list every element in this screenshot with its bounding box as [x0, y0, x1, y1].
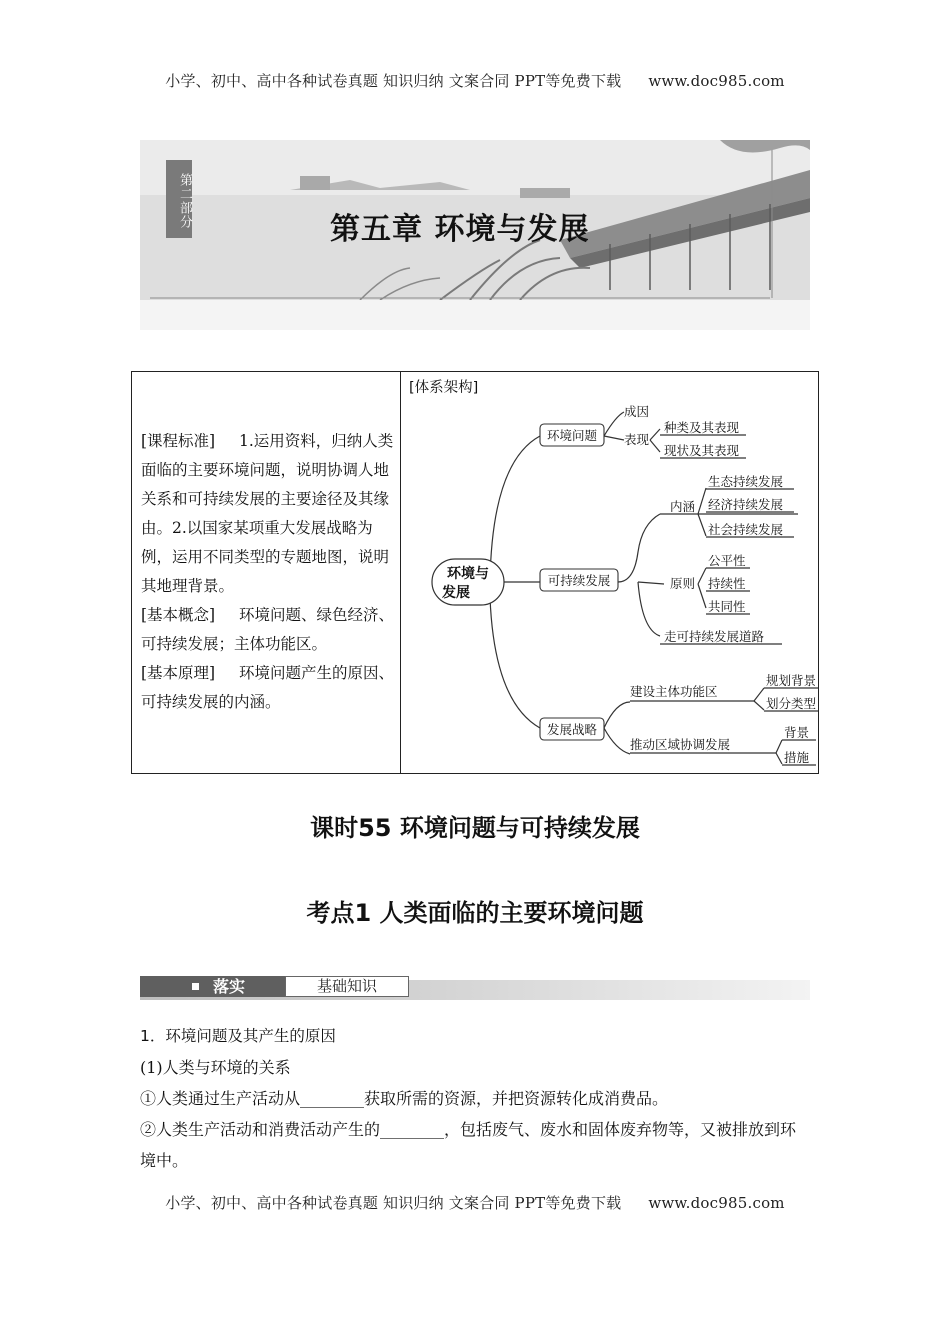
- body-item-1: ①人类通过生产活动从________获取所需的资源，并把资源转化成消费品。: [140, 1089, 669, 1108]
- point-title: 考点1 人类面临的主要环境问题: [306, 899, 644, 927]
- basic-concept-label: [基本概念]: [141, 606, 216, 624]
- page-header: [0, 70, 950, 91]
- header-text: 小学、初中、高中各种试卷真题 知识归纳 文案合同 PPT等免费下载: [165, 72, 622, 90]
- node-background: 背景: [784, 725, 810, 740]
- node-manifestation: 表现: [624, 432, 650, 447]
- curriculum-panel: [141, 427, 395, 717]
- node-connotation: 内涵: [670, 499, 696, 514]
- footer-url[interactable]: www.doc985.com: [648, 1194, 785, 1212]
- part-label: 第二部分: [166, 160, 192, 238]
- node-eco: 生态持续发展: [708, 474, 784, 489]
- body-content: [140, 1021, 810, 1176]
- node-strategy: 发展战略: [546, 722, 598, 737]
- node-econ: 经济持续发展: [708, 497, 784, 512]
- root-node-line1: 环境与: [447, 566, 489, 582]
- page-footer: [0, 1192, 950, 1213]
- structure-table: [131, 371, 819, 774]
- node-road: 走可持续发展道路: [664, 629, 765, 644]
- node-measures: 措施: [784, 750, 810, 765]
- node-env-problem: 环境问题: [546, 428, 598, 443]
- mind-map: [402, 372, 818, 773]
- basic-concept-text: 环境问题、绿色经济、可持续发展；主体功能区。: [141, 606, 394, 653]
- node-types: 种类及其表现: [664, 420, 740, 435]
- node-continuity: 持续性: [708, 576, 746, 591]
- body-subheading: (1)人类与环境的关系: [140, 1058, 291, 1077]
- node-commonality: 共同性: [708, 599, 746, 614]
- course-standard-text: 1.运用资料，归纳人类面临的主要环境问题，说明协调人地关系和可持续发展的主要途径及其缘由。2.以国家某项重大发展战略为例，运用不同类型的专题地图，说明其地理背景。: [141, 432, 394, 595]
- architecture-title: [体系架构]: [409, 380, 479, 396]
- body-item-2: ②人类生产活动和消费活动产生的________，包括废气、废水和固体废弃物等，又被排放到环境中。: [140, 1120, 797, 1170]
- section-tag-dark: 落实: [140, 976, 285, 997]
- node-fairness: 公平性: [708, 553, 746, 568]
- node-sustainable: 可持续发展: [547, 573, 611, 588]
- chapter-title: 第五章 环境与发展: [330, 212, 590, 247]
- body-heading: 1．环境问题及其产生的原因: [140, 1027, 336, 1045]
- node-cause: 成因: [624, 404, 650, 419]
- node-zones: 建设主体功能区: [630, 684, 718, 699]
- course-standard-label: [课程标准]: [141, 432, 216, 450]
- node-principle: 原则: [670, 576, 696, 591]
- basic-principle-label: [基本原理]: [141, 664, 216, 682]
- section-bar: [140, 976, 810, 1000]
- section-tag-light: 基础知识: [285, 976, 409, 997]
- node-social: 社会持续发展: [708, 522, 784, 537]
- lesson-title: 课时55 环境问题与可持续发展: [310, 814, 640, 842]
- basic-principle-text: 环境问题产生的原因、可持续发展的内涵。: [141, 664, 394, 711]
- node-zone-types: 划分类型: [766, 696, 817, 711]
- node-status: 现状及其表现: [664, 443, 740, 458]
- footer-text: 小学、初中、高中各种试卷真题 知识归纳 文案合同 PPT等免费下载: [165, 1194, 622, 1212]
- node-regional: 推动区域协调发展: [630, 737, 731, 752]
- header-url[interactable]: www.doc985.com: [648, 72, 785, 90]
- chapter-banner: [140, 140, 810, 330]
- node-planning-bg: 规划背景: [766, 673, 817, 688]
- root-node-line2: 发展: [442, 585, 470, 601]
